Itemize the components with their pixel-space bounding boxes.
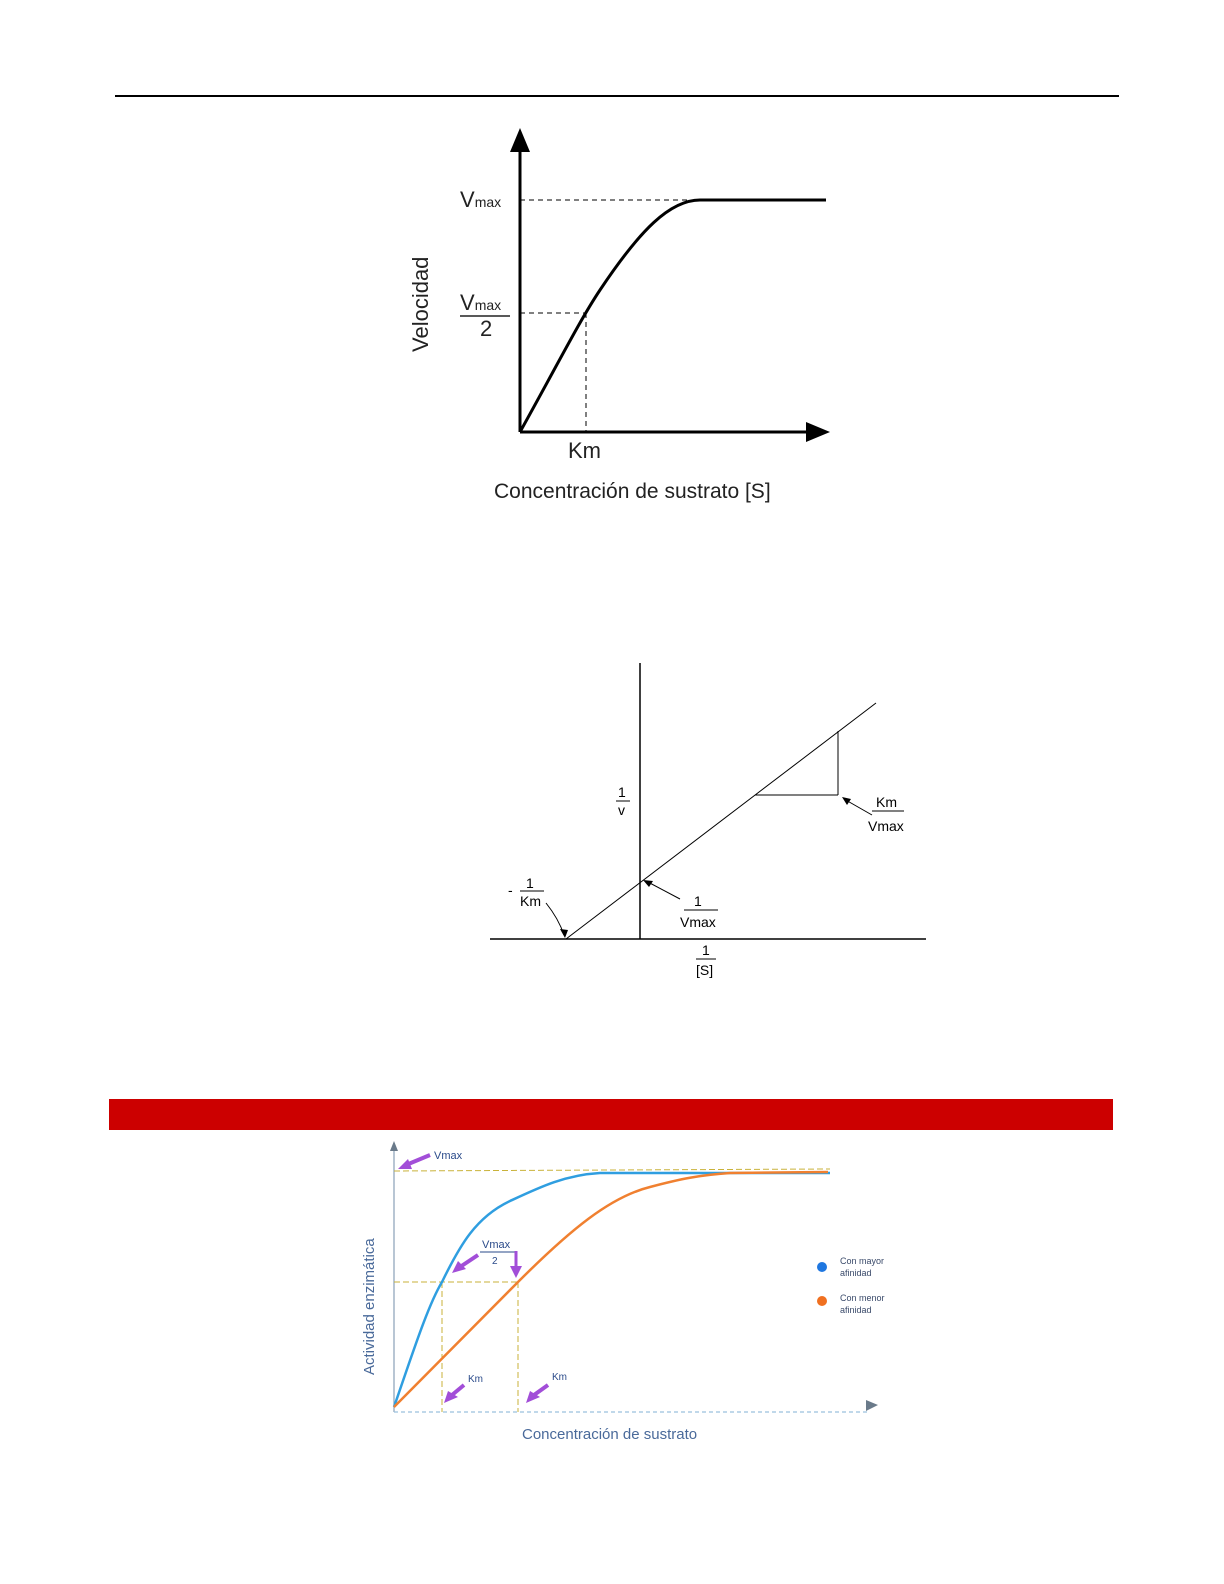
legend-label-low-affinity-line1: Con menor bbox=[840, 1293, 885, 1303]
x-axis-label: Concentración de sustrato [S] bbox=[494, 480, 771, 503]
saturation-curve bbox=[520, 200, 826, 432]
x-intercept-pointer-arrowhead bbox=[560, 929, 568, 938]
km-label: Km bbox=[568, 438, 601, 463]
legend-marker-low-affinity bbox=[817, 1296, 827, 1306]
curve-high-affinity bbox=[394, 1173, 830, 1407]
y-intercept-numerator: 1 bbox=[694, 893, 702, 909]
half-vmax-pointer-arrowhead-down bbox=[510, 1266, 522, 1278]
vmax-pointer-arrowhead bbox=[398, 1159, 412, 1169]
half-vmax-numerator: Vmax bbox=[482, 1239, 511, 1251]
x-axis-label: Concentración de sustrato bbox=[522, 1426, 698, 1443]
y-intercept-denominator: Vmax bbox=[680, 914, 716, 930]
legend-label-high-affinity-line2: afinidad bbox=[840, 1268, 872, 1278]
x-intercept-sign: - bbox=[508, 882, 513, 898]
x-axis-arrowhead bbox=[866, 1400, 878, 1411]
y-axis-label: Velocidad bbox=[408, 256, 433, 352]
km-pointer-arrow-high-affinity bbox=[452, 1385, 464, 1395]
legend-marker-high-affinity bbox=[817, 1262, 827, 1272]
x-intercept-denominator: Km bbox=[520, 893, 541, 909]
half-vmax-denominator: 2 bbox=[480, 316, 493, 341]
km-pointer-arrow-low-affinity bbox=[534, 1385, 548, 1395]
x-label-numerator: 1 bbox=[702, 942, 710, 958]
slope-numerator: Km bbox=[876, 794, 897, 810]
lineweaver-burk-chart bbox=[480, 655, 940, 995]
y-label-numerator: 1 bbox=[618, 784, 626, 800]
x-axis-arrowhead bbox=[806, 422, 830, 442]
legend-label-high-affinity-line1: Con mayor bbox=[840, 1256, 885, 1266]
slope-pointer-arrowhead bbox=[842, 797, 851, 805]
section-band bbox=[109, 1099, 1113, 1130]
vmax-label: Vmax bbox=[460, 187, 502, 212]
y-axis-label: Actividad enzimática bbox=[361, 1238, 378, 1375]
y-label-denominator: v bbox=[618, 802, 625, 818]
michaelis-menten-chart bbox=[400, 120, 840, 510]
y-axis-arrowhead bbox=[390, 1141, 398, 1151]
km-label-low-affinity: Km bbox=[552, 1372, 567, 1383]
x-intercept-numerator: 1 bbox=[526, 875, 534, 891]
vmax-guide bbox=[394, 1169, 830, 1171]
x-label-denominator: [S] bbox=[696, 962, 714, 978]
km-label-high-affinity: Km bbox=[468, 1374, 483, 1385]
half-vmax-numerator: Vmax bbox=[460, 290, 502, 315]
slope-denominator: Vmax bbox=[868, 818, 904, 834]
legend-label-low-affinity-line2: afinidad bbox=[840, 1305, 872, 1315]
y-axis-arrowhead bbox=[510, 128, 530, 152]
vmax-label: Vmax bbox=[434, 1150, 463, 1162]
half-vmax-pointer-arrow-left bbox=[460, 1255, 478, 1267]
reciprocal-line bbox=[566, 703, 876, 939]
affinity-comparison-chart bbox=[350, 1135, 910, 1455]
header-rule bbox=[115, 95, 1119, 97]
curve-low-affinity bbox=[394, 1172, 828, 1407]
half-vmax-denominator: 2 bbox=[492, 1256, 498, 1267]
